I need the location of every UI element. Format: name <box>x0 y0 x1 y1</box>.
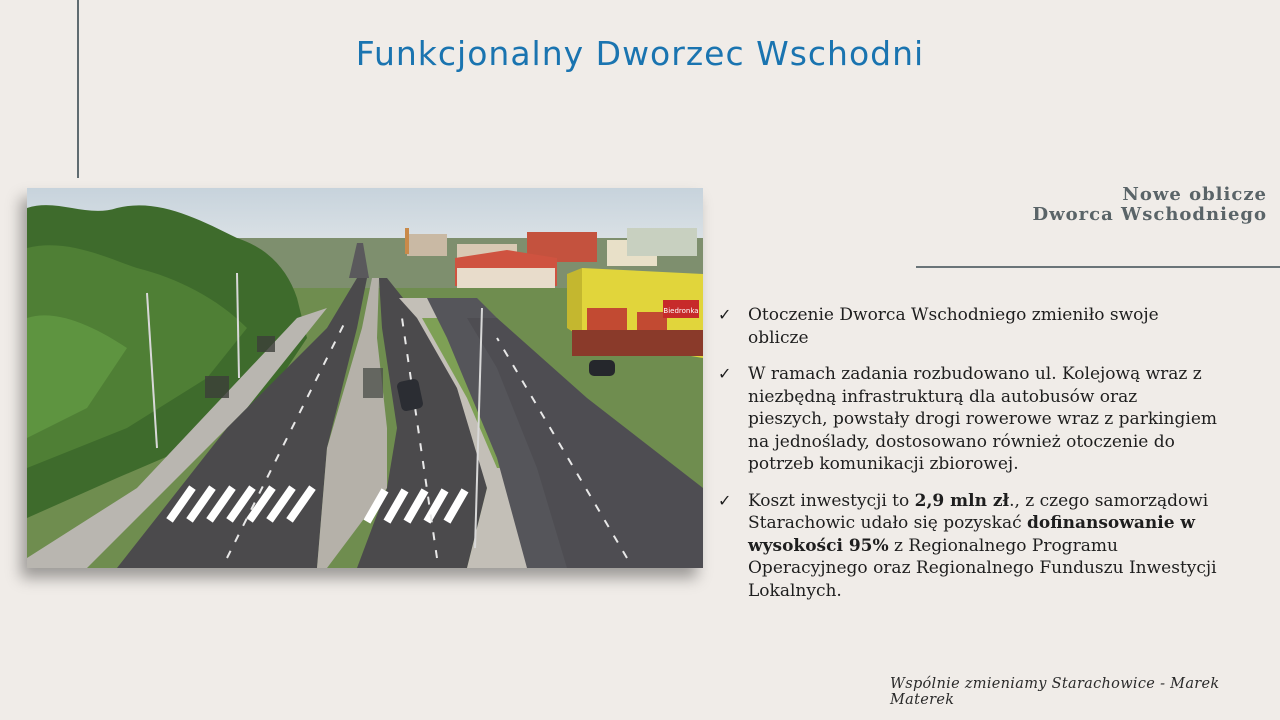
station-photo <box>27 188 703 568</box>
subtitle-line-2: Dworca Wschodniego <box>1032 204 1267 225</box>
bullet-text: W ramach zadania rozbudowano ul. Kolejową wraz z niezbędną infrastrukturą dla autobusów oraz pieszych, powstały drogi rowerowe wraz z parkingiem na jednoślady, dostosowano również otoczenie do potrzeb komunikacji zbiorowej. <box>748 364 1218 474</box>
bullet-text: Otoczenie Dworca Wschodniego zmieniło swoje oblicze <box>748 305 1159 348</box>
funding-share: dofinansowanie w wysokości 95% <box>748 513 1196 556</box>
signature: Wspólnie zmieniamy Starachowice - Marek Materek <box>890 676 1220 708</box>
bullet-item <box>718 363 1218 476</box>
decorative-vertical-line <box>77 0 79 178</box>
check-icon: ✓ <box>718 364 732 383</box>
bullet-list <box>718 304 1218 616</box>
subtitle-line-1: Nowe oblicze <box>1122 184 1267 205</box>
decorative-horizontal-line <box>916 266 1280 268</box>
bullet-item <box>718 490 1218 603</box>
slide-subtitle <box>1033 185 1267 225</box>
bullet-item <box>718 304 1218 349</box>
check-icon: ✓ <box>718 305 732 324</box>
slide-title: Funkcjonalny Dworzec Wschodni <box>355 34 925 73</box>
biedronka-sign: Biedronka <box>663 307 699 315</box>
check-icon: ✓ <box>718 490 732 510</box>
bullet-text-part: ., z czego samorządowi Starachowic udało się pozyskać <box>748 490 1209 533</box>
bullet-text-part: Koszt inwestycji to <box>748 490 915 511</box>
investment-cost: 2,9 mln zł <box>914 490 1010 511</box>
bullet-text <box>748 491 1217 601</box>
bullet-text-part: z Regionalnego Programu Operacyjnego oraz Regionalnego Funduszu Inwestycji Lokalnych. <box>748 535 1217 601</box>
